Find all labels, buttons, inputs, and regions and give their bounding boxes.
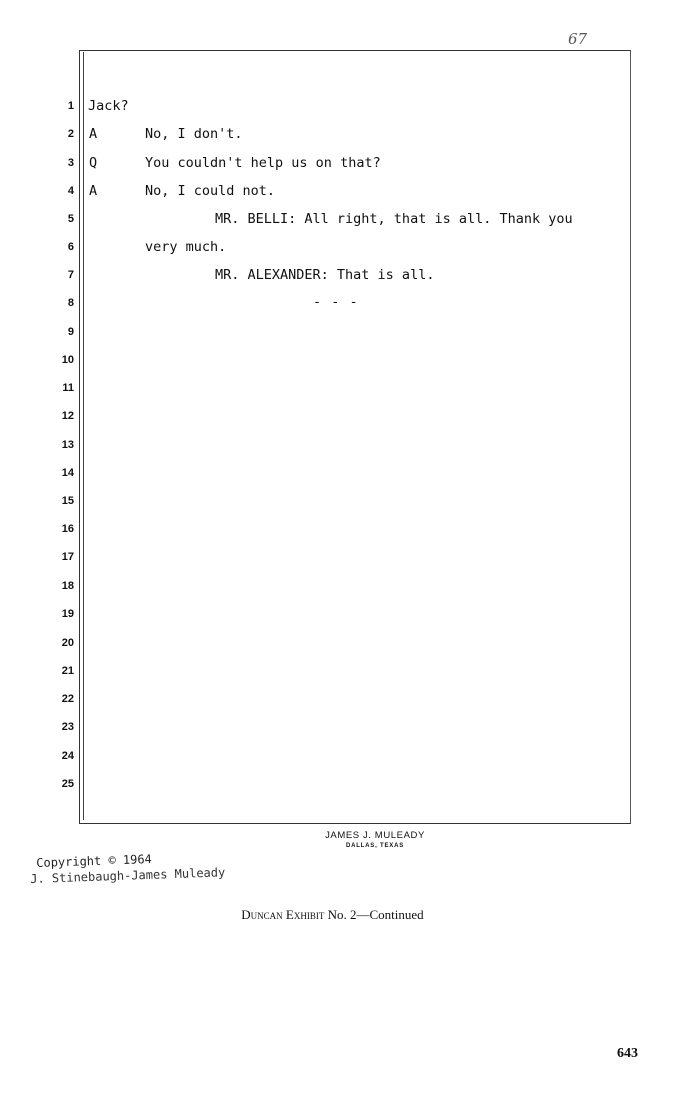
exhibit-caption [0, 907, 665, 923]
line-number: 11 [62, 382, 74, 394]
line-number: 7 [67, 269, 74, 281]
line-number: 21 [61, 665, 74, 677]
handwritten-page-number: 67 [568, 30, 588, 48]
transcript-line-2: No, I don't. [145, 126, 243, 142]
transcript-line-6: very much. [145, 239, 227, 255]
line-number: 12 [61, 410, 74, 422]
line-number: 10 [61, 354, 74, 366]
line-number: 1 [67, 100, 74, 112]
speaker-label: A [89, 126, 98, 142]
line-number: 5 [67, 213, 74, 225]
line-number: 2 [67, 128, 74, 140]
copyright-holder: J. Stinebaugh-James Muleady [30, 865, 226, 886]
copyright-line: Copyright © 1964 [36, 851, 153, 870]
transcript-line-3: You couldn't help us on that? [145, 155, 381, 171]
line-number: 19 [61, 608, 74, 620]
transcript-line-7: MR. ALEXANDER: That is all. [215, 267, 435, 283]
line-number: 6 [67, 241, 74, 253]
line-number: 24 [61, 750, 74, 762]
line-number: 14 [61, 467, 74, 479]
line-number: 17 [61, 551, 74, 563]
line-number: 23 [61, 721, 74, 733]
line-number: 15 [61, 495, 74, 507]
line-number: 3 [67, 157, 74, 169]
exhibit-number: No. 2—Continued [327, 907, 424, 922]
speaker-label: Q [89, 155, 98, 171]
exhibit-name: Duncan Exhibit [241, 907, 325, 922]
page-number: 643 [617, 1046, 638, 1061]
line-number: 25 [61, 778, 74, 790]
line-number: 20 [61, 637, 74, 649]
reporter-city: DALLAS, TEXAS [345, 843, 405, 849]
transcript-line-4: No, I could not. [145, 183, 276, 199]
line-number: 18 [61, 580, 74, 592]
speaker-label: A [89, 183, 98, 199]
line-number: 9 [67, 326, 74, 338]
line-number: 4 [67, 185, 74, 197]
line-number: 16 [61, 523, 74, 535]
transcript-line-5: MR. BELLI: All right, that is all. Thank you [215, 211, 573, 227]
line-number-rule [83, 52, 84, 820]
section-divider: - - - [313, 294, 359, 310]
reporter-name: JAMES J. MULEADY [325, 830, 425, 841]
line-number: 22 [61, 693, 74, 705]
transcript-line-1: Jack? [88, 98, 129, 114]
line-number: 13 [61, 439, 74, 451]
line-number: 8 [67, 297, 74, 309]
